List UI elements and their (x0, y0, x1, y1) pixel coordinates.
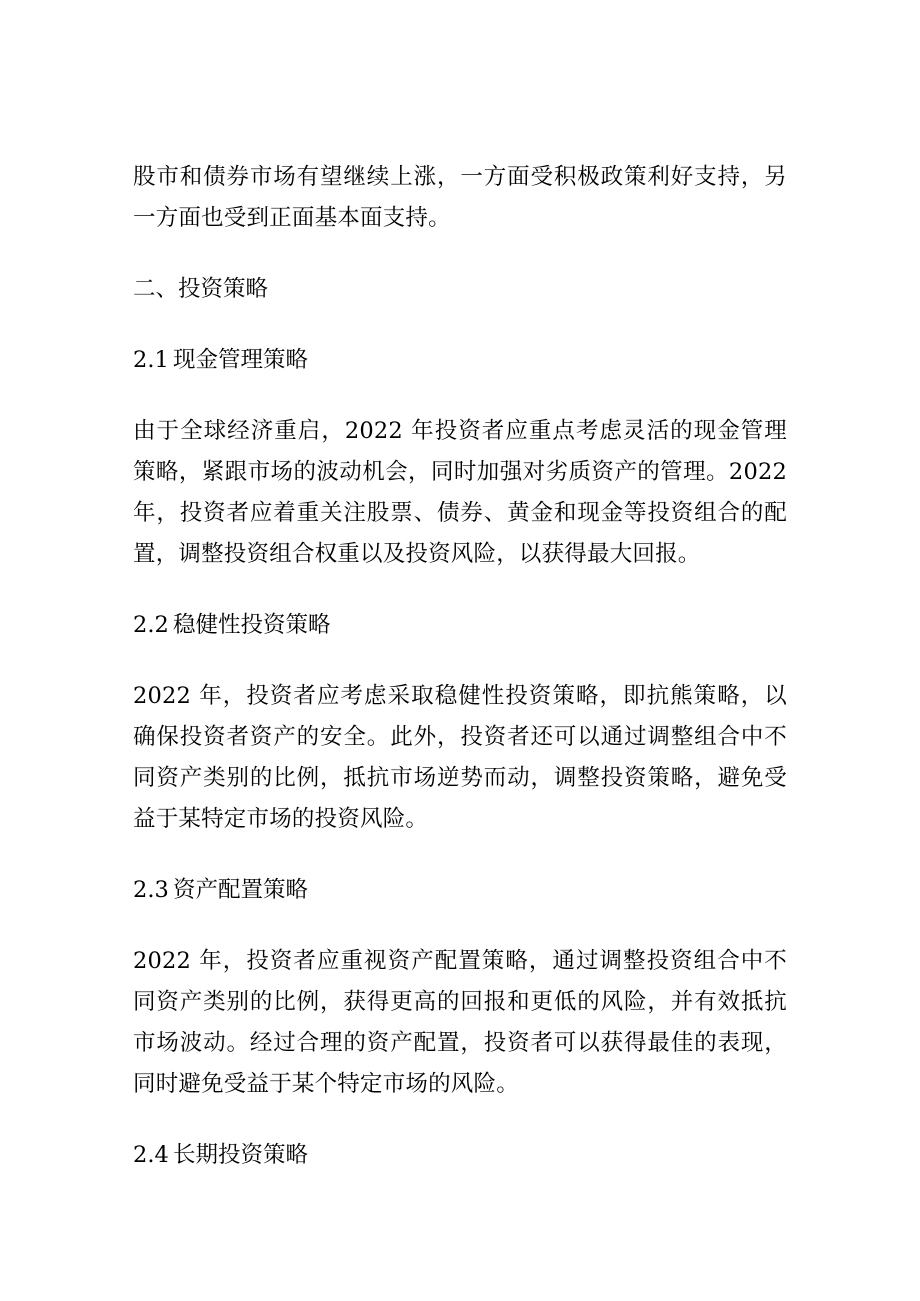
subsection-title: 稳健性投资策略 (173, 612, 331, 638)
document-body (133, 157, 787, 1176)
subsection-heading-2-1 (133, 340, 787, 381)
subsection-body-2-2: 2022 年，投资者应考虑采取稳健性投资策略，即抗熊策略，以确保投资者资产的安全。此外，投资者还可以通过调整组合中不同资产类别的比例，抵抗市场逆势而动，调整投资策略，避免受益于某特定市场的投资风险。 (133, 683, 787, 832)
subsection-number: 2.2 (133, 612, 169, 638)
section-title: 二、投资策略 (133, 276, 269, 302)
intro-paragraph: 股市和债券市场有望继续上涨，一方面受积极政策利好支持，另一方面也受到正面基本面支持。 (133, 164, 787, 231)
subsection-title: 资产配置策略 (173, 877, 309, 903)
subsection-heading-2-3 (133, 870, 787, 911)
subsection-number: 2.4 (133, 1142, 169, 1168)
subsection-body-2-1: 由于全球经济重启，2022 年投资者应重点考虑灵活的现金管理策略，紧跟市场的波动机会，同时加强对劣质资产的管理。2022 年，投资者应着重关注股票、债券、黄金和现金等投资组合的配置，调整投资组合权重以及投资风险，以获得最大回报。 (133, 418, 787, 567)
subsection-title: 长期投资策略 (173, 1142, 309, 1168)
subsection-title: 现金管理策略 (173, 347, 309, 373)
subsection-heading-2-2 (133, 605, 787, 646)
subsection-number: 2.3 (133, 877, 169, 903)
subsection-body-2-3: 2022 年，投资者应重视资产配置策略，通过调整投资组合中不同资产类别的比例，获得更高的回报和更低的风险，并有效抵抗市场波动。经过合理的资产配置，投资者可以获得最佳的表现，同时避免受益于某个特定市场的风险。 (133, 948, 787, 1097)
subsection-heading-2-4 (133, 1135, 787, 1176)
subsection-number: 2.1 (133, 347, 169, 373)
